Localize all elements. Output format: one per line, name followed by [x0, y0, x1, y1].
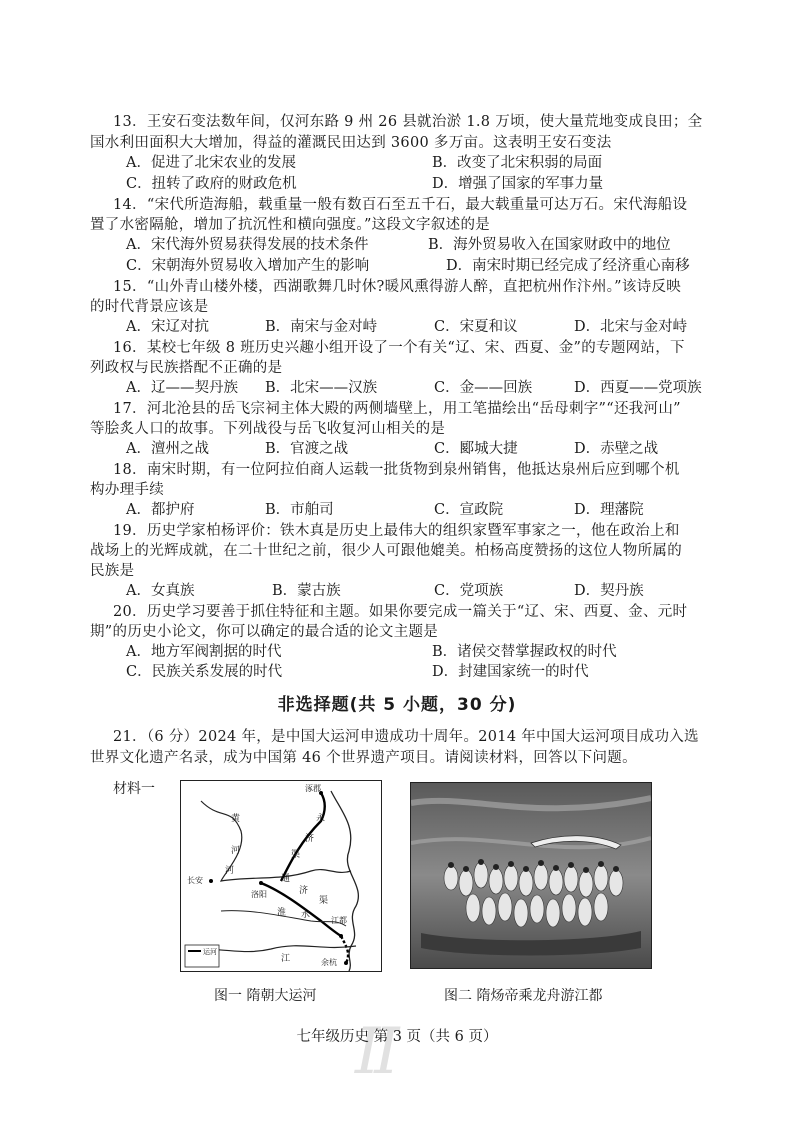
q17-option-c: C．郾城大捷	[434, 441, 518, 457]
q17-option-b: B．官渡之战	[265, 441, 349, 457]
q19-line2: 战场上的光辉成就，在二十世纪之前，很少人可跟他媲美。柏杨高度赞扬的这位人物所属的	[90, 543, 682, 559]
fig1-caption: 图一 隋朝大运河	[214, 988, 317, 1004]
map-label-jiang: 江	[281, 954, 291, 964]
q20-option-d: D．封建国家统一的时代	[432, 664, 589, 680]
q15-option-c: C．宋夏和议	[434, 319, 518, 335]
q19-line1: 19．历史学家柏杨评价：铁木真是历史上最伟大的组织家暨军事家之一，他在政治上和	[113, 523, 680, 539]
q13-line2: 国水利田面积大大增加，得益的灌溉民田达到 3600 多万亩。这表明王安石变法	[90, 135, 612, 151]
map-label-luoyang: 洛阳	[251, 890, 267, 899]
map-label-shui: 水	[301, 910, 311, 920]
map-label-he1: 河	[231, 846, 241, 856]
map-legend-label: 运河	[203, 948, 217, 956]
map-label-yuhang: 余杭	[321, 958, 337, 967]
fig2-caption: 图二 隋炀帝乘龙舟游江都	[444, 988, 603, 1004]
q15-line1: 15．“山外青山楼外楼，西湖歌舞几时休?暖风熏得游人醉，直把杭州作汴州。”该诗反映	[113, 279, 682, 295]
q19-line3: 民族是	[90, 563, 135, 579]
q20-option-b: B．诸侯交替掌握政权的时代	[432, 644, 617, 660]
q14-option-d: D．南宋时期已经完成了经济重心南移	[446, 258, 690, 274]
map-label-qu2: 渠	[319, 896, 329, 906]
q20-option-c: C．民族关系发展的时代	[126, 664, 283, 680]
q20-line2: 期”的历史小论文，你可以确定的最合适的论文主题是	[90, 624, 439, 640]
q18-option-d: D．理藩院	[574, 502, 644, 518]
map-label-jiangdu: 江都	[331, 916, 347, 925]
q18-line2: 构办理手续	[90, 482, 164, 498]
canal-map	[180, 780, 382, 972]
q19-option-a: A．女真族	[126, 583, 195, 599]
q17-line1: 17．河北沧县的岳飞宗祠主体大殿的两侧墙壁上，用工笔描绘出“岳母刺字”“还我河山”	[113, 401, 681, 417]
q16-line2: 列政权与民族搭配不正确的是	[90, 360, 283, 376]
map-label-tong: 通	[281, 874, 291, 884]
map-label-yong: 永	[316, 814, 326, 824]
q14-line2: 置了水密隔舱，增加了抗沉性和横向强度。”这段文字叙述的是	[90, 217, 491, 233]
q18-line1: 18．南宋时期，有一位阿拉伯商人运载一批货物到泉州销售，他抵达泉州后应到哪个机	[113, 462, 680, 478]
section-title: 非选择题(共 5 小题，30 分)	[277, 695, 517, 715]
q16-option-a: A．辽——契丹族	[126, 380, 238, 396]
q17-option-a: A．澶州之战	[126, 441, 209, 457]
q19-option-c: C．党项族	[434, 583, 504, 599]
map-label-huai: 淮	[277, 908, 287, 918]
q15-option-a: A．宋辽对抗	[126, 319, 209, 335]
q20-line1: 20．历史学习要善于抓住特征和主题。如果你要完成一篇关于“辽、宋、西夏、金、元时	[113, 604, 688, 620]
map-label-ji: 济	[305, 834, 315, 844]
map-label-changan: 长安	[187, 876, 203, 885]
q16-option-d: D．西夏——党项族	[574, 380, 702, 396]
q14-line1: 14．“宋代所造海船，载重量一般有数百石至五千石，最大载重量可达万石。宋代海船设	[113, 197, 688, 213]
q20-option-a: A．地方军阀割据的时代	[126, 644, 282, 660]
map-label-he2: 河	[225, 866, 235, 876]
q15-option-d: D．北宋与金对峙	[574, 319, 688, 335]
watermark: II	[355, 1015, 394, 1089]
painting-drawing	[411, 783, 651, 968]
q19-option-d: D．契丹族	[574, 583, 644, 599]
q17-line2: 等脍炙人口的故事。下列战役与岳飞收复河山相关的是	[90, 421, 446, 437]
q14-option-b: B．海外贸易收入在国家财政中的地位	[428, 237, 671, 253]
q15-line2: 的时代背景应该是	[90, 299, 209, 315]
q13-option-b: B．改变了北宋积弱的局面	[432, 155, 603, 171]
q13-option-a: A．促进了北宋农业的发展	[126, 155, 296, 171]
q14-option-c: C．宋朝海外贸易收入增加产生的影响	[126, 258, 370, 274]
q18-option-b: B．市舶司	[265, 502, 334, 518]
q21-line2: 世界文化遗产名录，成为中国第 46 个世界遗产项目。请阅读材料，回答以下问题。	[90, 750, 637, 766]
q19-option-b: B．蒙古族	[272, 583, 341, 599]
map-label-ji2: 济	[299, 886, 309, 896]
q16-option-c: C．金——回族	[434, 380, 533, 396]
dragon-boat-painting	[410, 782, 652, 969]
material-label: 材料一	[113, 781, 155, 797]
q16-line1: 16．某校七年级 8 班历史兴趣小组开设了一个有关“辽、宋、西夏、金”的专题网站，下	[113, 340, 685, 356]
map-label-huang: 黄	[231, 814, 241, 824]
q13-option-c: C．扭转了政府的财政危机	[126, 176, 297, 192]
q15-option-b: B．南宋与金对峙	[265, 319, 378, 335]
q16-option-b: B．北宋——汉族	[265, 380, 378, 396]
page-footer: 七年级历史 第 3 页（共 6 页）	[296, 1029, 498, 1045]
map-label-zhuojun: 涿郡	[305, 784, 321, 793]
q17-option-d: D．赤壁之战	[574, 441, 659, 457]
q18-option-a: A．都护府	[126, 502, 195, 518]
q13-line1: 13．王安石变法数年间，仅河东路 9 州 26 县就治淤 1.8 万顷，使大量荒地变成良田；全	[113, 114, 703, 130]
q18-option-c: C．宣政院	[434, 502, 504, 518]
q14-option-a: A．宋代海外贸易获得发展的技术条件	[126, 237, 369, 253]
q13-option-d: D．增强了国家的军事力量	[432, 176, 604, 192]
map-label-qu: 渠	[291, 850, 301, 860]
q21-line1: 21．（6 分）2024 年，是中国大运河申遗成功十周年。2014 年中国大运河项目成功入选	[113, 729, 699, 745]
